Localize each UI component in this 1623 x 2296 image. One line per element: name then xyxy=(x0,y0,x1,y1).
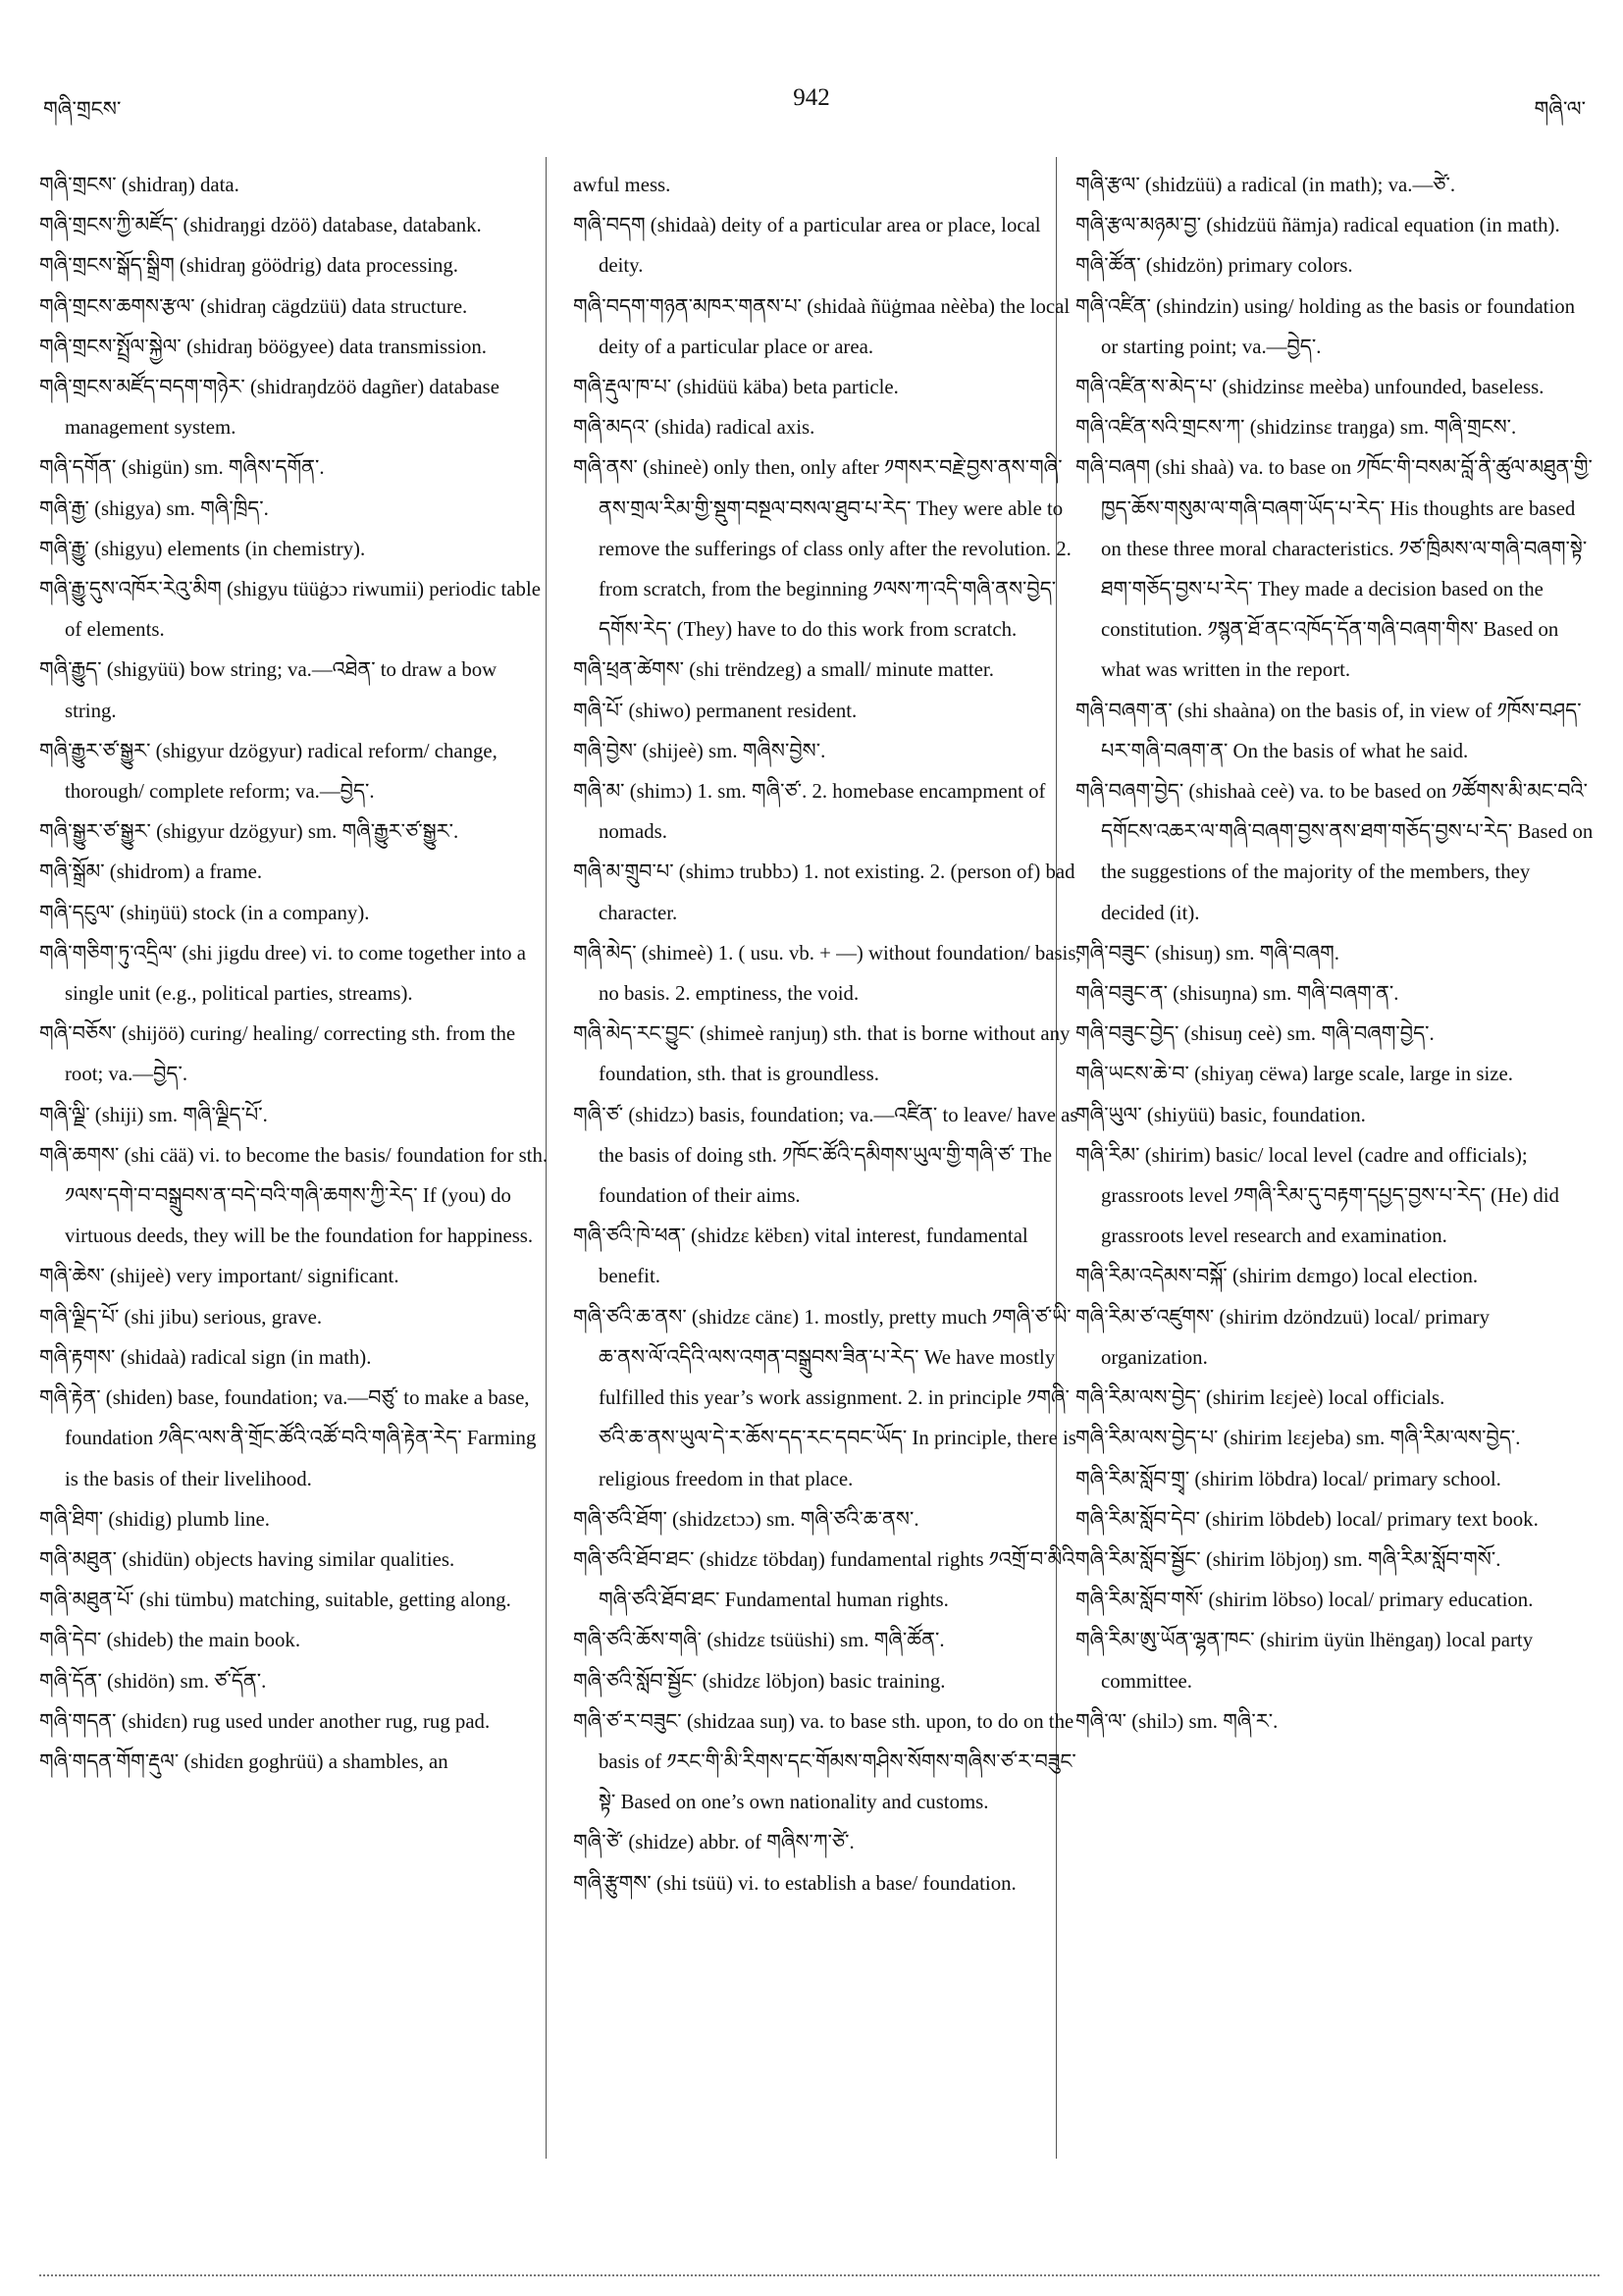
dictionary-entry: གཞི་དངུལ་ (shiŋüü) stock (in a company). xyxy=(39,901,370,924)
dictionary-entry: གཞི་མ་གྲུབ་པ་ (shimɔ trubbɔ) 1. not existing. 2. (person of) bad character. xyxy=(573,861,1075,924)
dictionary-entry: གཞི་གྲངས་ (shidraŋ) data. xyxy=(39,174,239,196)
dictionary-entry: གཞི་བཅོས་ (shijöö) curing/ healing/ correcting sth. from the root; va.—བྱེད་. xyxy=(39,1022,516,1086)
column-left xyxy=(39,165,550,1782)
dictionary-entry: གཞི་དོན་ (shidön) sm. ཙ་དོན་. xyxy=(39,1669,267,1693)
dictionary-entry: གཞི་པོ་ (shiwo) permanent resident. xyxy=(573,699,858,722)
dictionary-entry: གཞི་རིམ་སློབ་སྦྱོང་ (shirim löbjoŋ) sm. གཞི་རིམ་སློབ་གསོ་. xyxy=(1075,1547,1501,1571)
dictionary-entry: གཞི་རྩུགས་ (shi tsüü) vi. to establish a base/ foundation. xyxy=(573,1871,1017,1895)
dictionary-entry: གཞི་ཙེ་ (shidze) abbr. of གཞིས་ཀ་ཙེ་. xyxy=(573,1831,855,1854)
header-right-word: གཞི་ལ་ xyxy=(1534,97,1586,121)
dictionary-entry: གཞི་རིམ་ལས་བྱེད་ (shirim lɛɛjeè) local officials. xyxy=(1075,1386,1445,1410)
dictionary-entry: གཞི་བཞག་ན་ (shi shaàna) on the basis of, in view of ༡ཁོས་བཤད་པར་གཞི་བཞག་ན་ On the basis of what he said. xyxy=(1075,699,1582,762)
dictionary-entry: གཞི་ཆགས་ (shi cää) vi. to become the basis/ foundation for sth. ༡ལས་དགེ་བ་བསྒྲུབས་ན་བདེ་བའི་གཞི་ཆགས་ཀྱི་རེད་ If (you) do virtuous deeds, they will be the foundation for happiness. xyxy=(39,1143,549,1248)
dictionary-entry: གཞི་རྟེན་ (shiden) base, foundation; va.—བཙུ་ to make a base, foundation ༡ཞིང་ལས་ནི་གྲོང་ཚོའི་འཚོ་བའི་གཞི་རྟེན་རེད་ Farming is the basis of their livelihood. xyxy=(39,1386,537,1490)
dictionary-entry: གཞི་སྒྲོམ་ (shidrom) a frame. xyxy=(39,861,263,884)
dictionary-entry: གཞི་མེད་རང་བྱུང་ (shimeè ranjuŋ) sth. that is borne without any foundation, sth. that is groundless. xyxy=(573,1022,1071,1086)
dictionary-entry: གཞི་བདག (shidaà) deity of a particular area or place, local deity. xyxy=(573,214,1041,278)
dictionary-entry: གཞི་བཟུང་བྱེད་ (shisuŋ ceè) sm. གཞི་བཞག་བྱེད་. xyxy=(1075,1022,1435,1046)
dictionary-entry: གཞི་ཡུལ་ (shiyüü) basic, foundation. xyxy=(1075,1103,1366,1126)
dictionary-entry: གཞི་ཡངས་ཆེ་བ་ (shiyaŋ cëwa) large scale, large in size. xyxy=(1075,1063,1513,1086)
dictionary-entry: གཞི་ཙའི་ཁེ་ཕན་ (shidzɛ këbɛn) vital interest, fundamental benefit. xyxy=(573,1225,1028,1288)
dictionary-entry: གཞི་ཐིག་ (shidig) plumb line. xyxy=(39,1507,270,1531)
dictionary-entry: གཞི་ལྗིད་པོ་ (shi jibu) serious, grave. xyxy=(39,1305,323,1329)
dictionary-entry: གཞི་བྱེས་ (shijeè) sm. གཞིས་བྱེས་. xyxy=(573,739,826,762)
dictionary-entry: གཞི་རིམ་ཨུ་ཡོན་ལྷན་ཁང་ (shirim üyün lhëngaŋ) local party committee. xyxy=(1075,1629,1534,1693)
dictionary-entry: གཞི་མེད་ (shimeè) 1. ( usu. vb. + —) without foundation/ basis, no basis. 2. emptiness, the void. xyxy=(573,941,1081,1006)
dictionary-entry: གཞི་བཞག (shi shaà) va. to base on ༡ཁོང་གི་བསམ་བློ་ནི་ཚུལ་མཐུན་གྱི་ཁྱད་ཆོས་གསུམ་ལ་གཞི་བཞག་ཡོད་པ་རེད་ His thoughts are based on these three moral characteristics. ༡ཙ་ཁྲིམས་ལ་གཞི་བཞག་སྟེ་ཐག་གཅོད་བྱས་པ་རེད་ They made a decision based on the constitution. ༡སྙན་ཐོ་ནང་འཁོད་དོན་གཞི་བཞག་གིས་ Based on what was written in the report. xyxy=(1075,456,1593,682)
dictionary-entry: གཞི་གྲངས་ཀྱི་མཛོད་ (shidraŋgi dzöö) database, databank. xyxy=(39,214,482,237)
scan-edge-line xyxy=(39,2274,1599,2276)
dictionary-entry: གཞི་རྒྱུར་ཙ་སྒྱུར་ (shigyur dzögyur) radical reform/ change, thorough/ complete reform; va.—བྱེད་. xyxy=(39,739,497,804)
dictionary-entry: གཞི་རྡུལ་ཁ་པ་ (shidüü käba) beta particle. xyxy=(573,376,899,399)
dictionary-entry: གཞི་གཅིག་ཏུ་འདྲིལ་ (shi jigdu dree) vi. to come together into a single unit (e.g., political parties, streams). xyxy=(39,941,526,1006)
dictionary-entry: གཞི་གདན་ (shidɛn) rug used under another rug, rug pad. xyxy=(39,1709,491,1733)
dictionary-entry: གཞི་མ་ (shimɔ) 1. sm. གཞི་ཙ་. 2. homebase encampment of nomads. xyxy=(573,780,1046,844)
page-number: 942 xyxy=(793,84,830,111)
dictionary-entry: གཞི་རིམ་འདེམས་བསྐོ་ (shirim dɛmgo) local election. xyxy=(1075,1265,1479,1288)
dictionary-entry: གཞི་རྩལ་ (shidzüü) a radical (in math); va.—ཙེ་. xyxy=(1075,174,1456,196)
dictionary-entry: གཞི་མཐུན་ (shidün) objects having similar qualities. xyxy=(39,1547,455,1571)
dictionary-entry: གཞི་འཛིན་ས་མེད་པ་ (shidzinsɛ meèba) unfounded, baseless. xyxy=(1075,376,1544,399)
dictionary-entry: གཞི་རིམ་སློབ་གྲྭ་ (shirim löbdra) local/ primary school. xyxy=(1075,1467,1501,1490)
dictionary-entry: གཞི་གྲངས་མཛོད་བདག་གཉེར་ (shidraŋdzöö dagñer) database management system. xyxy=(39,376,499,440)
dictionary-entry: གཞི་བདག་གཉན་མཁར་གནས་པ་ (shidaà ñüġmaa nèèba) the local deity of a particular place or area. xyxy=(573,294,1071,358)
dictionary-entry: གཞི་ཙ་ (shidzɔ) basis, foundation; va.—འཛིན་ to leave/ have as the basis of doing sth. ༡ཁོང་ཚོའི་དམིགས་ཡུལ་གྱི་གཞི་ཙ་ The foundation of their aims. xyxy=(573,1103,1078,1208)
dictionary-entry: གཞི་གདན་གོག་རྡུལ་ (shidɛn goghrüü) a shambles, an xyxy=(39,1749,448,1773)
dictionary-entry: གཞི་གྲངས་སྒོད་སྒྲིག (shidraŋ göödrig) data processing. xyxy=(39,254,458,278)
dictionary-entry: གཞི་རིམ་ཙ་འཛུགས་ (shirim dzöndzuü) local/ primary organization. xyxy=(1075,1305,1490,1369)
header-left-word: གཞི་གྲངས་ xyxy=(43,97,122,121)
dictionary-entry: གཞི་བཟུང་ན་ (shisuŋna) sm. གཞི་བཞག་ན་. xyxy=(1075,982,1399,1006)
dictionary-entry: གཞི་མདའ་ (shida) radical axis. xyxy=(573,416,815,440)
dictionary-entry: གཞི་འཛིན་ (shindzin) using/ holding as the basis or foundation or starting point; va.—བྱེད་. xyxy=(1075,294,1576,358)
dictionary-entry: གཞི་འཛིན་སའི་གྲངས་ཀ་ (shidzinsɛ traŋga) sm. གཞི་གྲངས་. xyxy=(1075,416,1517,440)
dictionary-entry: གཞི་ཙའི་ཐོབ་ཐང་ (shidzɛ töbdaŋ) fundamental rights ༡འགྲོ་བ་མིའི་གཞི་ཙའི་ཐོབ་ཐང་ Fundamental human rights. xyxy=(573,1547,1079,1612)
dictionary-entry: གཞི་རིམ་ (shirim) basic/ local level (cadre and officials); grassroots level ༡གཞི་རིམ་དུ་བརྟག་དཔྱད་བྱས་པ་རེད་ (He) did grassroots level research and examination. xyxy=(1075,1143,1559,1248)
dictionary-entry: གཞི་རྒྱ་ (shigya) sm. གཞི་ཁྲིད་. xyxy=(39,496,269,520)
dictionary-entry: གཞི་རིམ་ལས་བྱེད་པ་ (shirim lɛɛjeba) sm. གཞི་རིམ་ལས་བྱེད་. xyxy=(1075,1427,1521,1450)
dictionary-entry: གཞི་རྟགས་ (shidaà) radical sign (in math). xyxy=(39,1345,372,1369)
dictionary-entry: གཞི་རིམ་སློབ་གསོ་ (shirim löbso) local/ primary education. xyxy=(1075,1589,1534,1612)
dictionary-entry: གཞི་ལྗི་ (shiji) sm. གཞི་ལྗིད་པོ་. xyxy=(39,1103,268,1126)
dictionary-entry: གཞི་དགོན་ (shigün) sm. གཞིས་དགོན་. xyxy=(39,456,325,480)
dictionary-entry: གཞི་ཙའི་ཆ་ནས་ (shidzɛ cänɛ) 1. mostly, pretty much ༡གཞི་ཙ་ཡི་ཆ་ནས་ལོ་འདིའི་ལས་འགན་བསྒྲུབས་ཟིན་པ་རེད་ We have mostly fulfilled this year’s work assignment. 2. in principle ༡གཞི་ཙའི་ཆ་ནས་ཡུལ་དེ་ར་ཆོས་དད་རང་དབང་ཡོད་ In principle, there is religious freedom in that place. xyxy=(573,1305,1076,1490)
dictionary-entry: གཞི་སྒྱུར་ཙ་སྒྱུར་ (shigyur dzögyur) sm. གཞི་རྒྱུར་ཙ་སྒྱུར་. xyxy=(39,820,459,844)
dictionary-entry: གཞི་གྲངས་ཆགས་རྩལ་ (shidraŋ cägdzüü) data structure. xyxy=(39,294,468,318)
dictionary-entry: གཞི་རྒྱུ་དུས་འཁོར་རེའུ་མིག (shigyu tüüġɔɔ riwumii) periodic table of elements. xyxy=(39,578,541,642)
dictionary-entry: གཞི་ལ་ (shilɔ) sm. གཞི་ར་. xyxy=(1075,1709,1279,1733)
dictionary-entry: གཞི་ཙའི་ཆོས་གཞི་ (shidzɛ tsüüshi) sm. གཞི་ཚོན་. xyxy=(573,1629,945,1652)
dictionary-entry: གཞི་རྒྱུ་ (shigyu) elements (in chemistry). xyxy=(39,537,366,560)
dictionary-entry: གཞི་ཕྲན་ཚེགས་ (shi trëndzeg) a small/ minute matter. xyxy=(573,658,994,682)
dictionary-entry: གཞི་ཆེས་ (shijeè) very important/ significant. xyxy=(39,1265,399,1288)
dictionary-entry: གཞི་བཞག་བྱེད་ (shishaà ceè) va. to be based on ༡ཚོགས་མི་མང་བའི་དགོངས་འཆར་ལ་གཞི་བཞག་བྱས་ནས་ཐག་གཅོད་བྱས་པ་རེད་ Based on the suggestions of the majority of the members, they decided (it). xyxy=(1075,780,1594,924)
column-right xyxy=(1075,165,1596,1742)
dictionary-entry: གཞི་མཐུན་པོ་ (shi tümbu) matching, suitable, getting along. xyxy=(39,1589,511,1612)
dictionary-entry: གཞི་གྲངས་སྤྲོལ་སྐྱེལ་ (shidraŋ böögyee) data transmission. xyxy=(39,335,487,358)
dictionary-entry: གཞི་དེབ་ (shideb) the main book. xyxy=(39,1629,301,1652)
dictionary-entry: གཞི་བཟུང་ (shisuŋ) sm. གཞི་བཞག. xyxy=(1075,941,1339,965)
column-middle xyxy=(573,165,1083,1904)
dictionary-entry: གཞི་ཙའི་ཐོག་ (shidzɛtɔɔ) sm. གཞི་ཙའི་ཆ་ནས་. xyxy=(573,1507,919,1531)
dictionary-entry: awful mess. xyxy=(573,174,671,196)
dictionary-entry: གཞི་ནས་ (shineè) only then, only after ༡གསར་བརྗེ་བྱས་ནས་གཞི་ནས་གྲལ་རིམ་གྱི་སྡུག་བསྔལ་བསལ་ཐུབ་པ་རེད་ They were able to remove the sufferings of class only after the revolution. 2. from scratch, from the beginning ༡ལས་ཀ་འདི་གཞི་ནས་བྱེད་དགོས་རེད་ (They) have to do this work from scratch. xyxy=(573,456,1072,642)
dictionary-entry: གཞི་རྩལ་མཉམ་བྱ་ (shidzüü ñämja) radical equation (in math). xyxy=(1075,214,1560,237)
dictionary-entry: གཞི་ཙའི་སློབ་སྦྱོང་ (shidzɛ löbjon) basic training. xyxy=(573,1669,946,1693)
dictionary-entry: གཞི་རིམ་སློབ་དེབ་ (shirim löbdeb) local/ primary text book. xyxy=(1075,1507,1539,1531)
dictionary-entry: གཞི་ཙ་ར་བཟུང་ (shidzaa suŋ) va. to base sth. upon, to do on the basis of ༡རང་གི་མི་རིགས་དང་གོམས་གཤིས་སོགས་གཞིས་ཙ་ར་བཟུང་སྟེ་ Based on one’s own nationality and customs. xyxy=(573,1709,1076,1814)
dictionary-entry: གཞི་རྒྱུད་ (shigyüü) bow string; va.—འཐེན་ to draw a bow string. xyxy=(39,658,497,722)
dictionary-entry: གཞི་ཚོན་ (shidzön) primary colors. xyxy=(1075,254,1353,278)
